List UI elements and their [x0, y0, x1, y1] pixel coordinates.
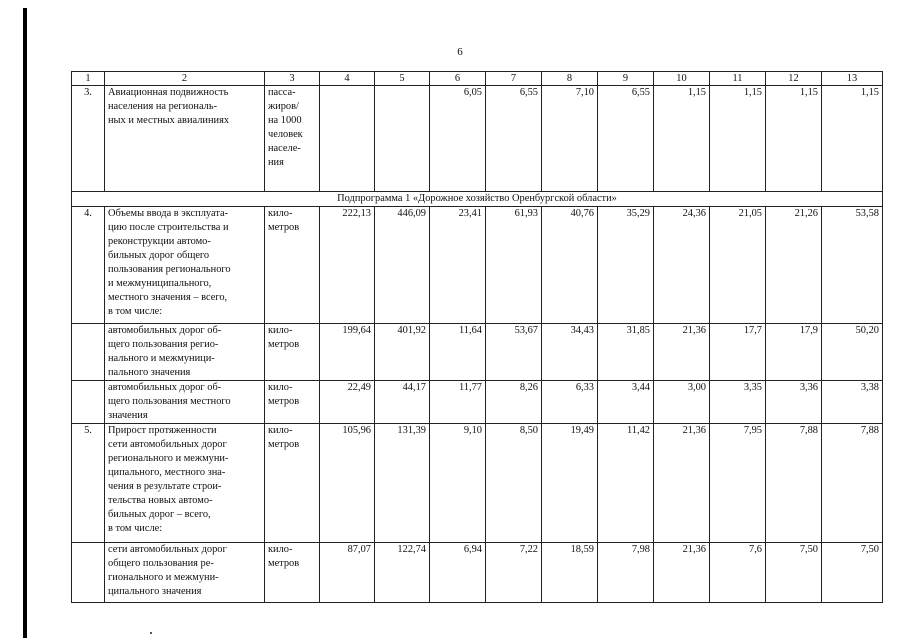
value-cell: 6,05 — [430, 86, 486, 192]
value-cell: 31,85 — [598, 324, 654, 381]
table-row — [72, 424, 883, 543]
value-cell: 50,20 — [822, 324, 883, 381]
cell-text-line: жиров/ — [268, 101, 299, 112]
cell-text-line: щего пользования местного — [108, 396, 231, 407]
row-index-cell — [72, 324, 105, 381]
unit-cell — [265, 86, 320, 192]
value-cell: 53,58 — [822, 207, 883, 324]
row-index-cell — [72, 381, 105, 424]
value-cell: 131,39 — [375, 424, 430, 543]
value-cell: 6,33 — [542, 381, 598, 424]
row-index-cell: 5. — [72, 424, 105, 543]
cell-text-line: пального значения — [108, 367, 191, 378]
value-cell: 11,42 — [598, 424, 654, 543]
subprogram-row — [72, 192, 883, 207]
value-cell: 17,7 — [710, 324, 766, 381]
cell-text-line: кило- — [268, 425, 293, 436]
value-cell: 21,36 — [654, 324, 710, 381]
value-cell: 9,10 — [430, 424, 486, 543]
cell-text-line: в том числе: — [108, 306, 163, 317]
value-cell: 7,10 — [542, 86, 598, 192]
cell-text-line: значения — [108, 410, 148, 421]
value-cell: 11,77 — [430, 381, 486, 424]
indicator-name-cell — [105, 424, 265, 543]
cell-text-line: бильных дорог общего — [108, 250, 210, 261]
indicator-name-cell — [105, 324, 265, 381]
cell-text-line: тельства новых автомо- — [108, 495, 213, 506]
cell-text-line: в том числе: — [108, 523, 163, 534]
unit-cell — [265, 543, 320, 603]
value-cell: 7,50 — [766, 543, 822, 603]
value-cell: 3,44 — [598, 381, 654, 424]
cell-text-line: Объемы ввода в эксплуата- — [108, 208, 229, 219]
value-cell: 7,88 — [822, 424, 883, 543]
value-cell — [375, 86, 430, 192]
cell-text-line: нального и межмуници- — [108, 353, 215, 364]
cell-text-line: общего пользования ре- — [108, 558, 214, 569]
cell-text-line: кило- — [268, 544, 293, 555]
value-cell: 1,15 — [822, 86, 883, 192]
column-number-cell: 2 — [105, 72, 265, 86]
value-cell: 3,38 — [822, 381, 883, 424]
cell-text-line: человек — [268, 129, 303, 140]
column-number-cell: 1 — [72, 72, 105, 86]
column-number-cell: 4 — [320, 72, 375, 86]
unit-cell — [265, 424, 320, 543]
column-number-cell: 6 — [430, 72, 486, 86]
cell-text-line: бильных дорог – всего, — [108, 509, 211, 520]
value-cell: 61,93 — [486, 207, 542, 324]
table-row — [72, 543, 883, 603]
value-cell: 87,07 — [320, 543, 375, 603]
cell-text-line: метров — [268, 396, 300, 407]
value-cell: 1,15 — [654, 86, 710, 192]
subprogram-title: Подпрограмма 1 «Дорожное хозяйство Оренбургской области» — [72, 192, 883, 207]
cell-text-line: кило- — [268, 325, 293, 336]
cell-text-line: ных и местных авиалиниях — [108, 115, 230, 126]
cell-text-line: метров — [268, 339, 300, 350]
column-number-cell: 13 — [822, 72, 883, 86]
column-number-cell: 7 — [486, 72, 542, 86]
cell-text-line: населения на региональ- — [108, 101, 218, 112]
row-index-cell — [72, 543, 105, 603]
cell-text-line: гионального и межмуни- — [108, 572, 219, 583]
column-number-cell: 12 — [766, 72, 822, 86]
value-cell: 6,94 — [430, 543, 486, 603]
value-cell: 24,36 — [654, 207, 710, 324]
cell-text-line: ципального, местного зна- — [108, 467, 226, 478]
cell-text-line: Прирост протяженности — [108, 425, 217, 436]
indicator-name-cell — [105, 543, 265, 603]
cell-text-line: метров — [268, 439, 300, 450]
cell-text-line: Авиационная подвижность — [108, 87, 229, 98]
cell-text-line: метров — [268, 222, 300, 233]
value-cell: 6,55 — [486, 86, 542, 192]
value-cell: 8,26 — [486, 381, 542, 424]
scan-speck — [150, 632, 152, 634]
value-cell: 1,15 — [766, 86, 822, 192]
value-cell: 401,92 — [375, 324, 430, 381]
cell-text-line: щего пользования регио- — [108, 339, 219, 350]
cell-text-line: кило- — [268, 208, 293, 219]
value-cell: 7,88 — [766, 424, 822, 543]
column-number-cell: 10 — [654, 72, 710, 86]
cell-text-line: на 1000 — [268, 115, 302, 126]
row-index-cell: 3. — [72, 86, 105, 192]
value-cell: 105,96 — [320, 424, 375, 543]
value-cell: 3,35 — [710, 381, 766, 424]
column-number-cell: 8 — [542, 72, 598, 86]
cell-text-line: реконструкции автомо- — [108, 236, 211, 247]
unit-cell — [265, 324, 320, 381]
indicators-table — [71, 71, 883, 603]
column-number-cell: 3 — [265, 72, 320, 86]
value-cell: 6,55 — [598, 86, 654, 192]
unit-cell — [265, 207, 320, 324]
value-cell: 34,43 — [542, 324, 598, 381]
indicator-name-cell — [105, 381, 265, 424]
value-cell: 7,22 — [486, 543, 542, 603]
cell-text-line: метров — [268, 558, 300, 569]
value-cell: 44,17 — [375, 381, 430, 424]
value-cell: 199,64 — [320, 324, 375, 381]
cell-text-line: цию после строительства и — [108, 222, 229, 233]
value-cell: 3,36 — [766, 381, 822, 424]
table-header-row — [72, 72, 883, 86]
value-cell: 7,50 — [822, 543, 883, 603]
table-row — [72, 86, 883, 192]
cell-text-line: населе- — [268, 143, 301, 154]
column-number-cell: 5 — [375, 72, 430, 86]
value-cell: 40,76 — [542, 207, 598, 324]
value-cell: 22,49 — [320, 381, 375, 424]
column-number-cell: 9 — [598, 72, 654, 86]
row-index-cell: 4. — [72, 207, 105, 324]
unit-cell — [265, 381, 320, 424]
value-cell: 35,29 — [598, 207, 654, 324]
value-cell — [320, 86, 375, 192]
value-cell: 23,41 — [430, 207, 486, 324]
value-cell: 222,13 — [320, 207, 375, 324]
indicator-name-cell — [105, 207, 265, 324]
cell-text-line: местного значения – всего, — [108, 292, 228, 303]
indicator-name-cell — [105, 86, 265, 192]
cell-text-line: кило- — [268, 382, 293, 393]
value-cell: 21,05 — [710, 207, 766, 324]
table-row — [72, 207, 883, 324]
value-cell: 11,64 — [430, 324, 486, 381]
cell-text-line: регионального и межмуни- — [108, 453, 229, 464]
page-number: 6 — [457, 46, 463, 58]
cell-text-line: сети автомобильных дорог — [108, 439, 227, 450]
value-cell: 53,67 — [486, 324, 542, 381]
cell-text-line: автомобильных дорог об- — [108, 325, 222, 336]
value-cell: 122,74 — [375, 543, 430, 603]
cell-text-line: чения в результате строи- — [108, 481, 222, 492]
value-cell: 17,9 — [766, 324, 822, 381]
table-row — [72, 381, 883, 424]
binding-margin-bar — [23, 8, 27, 638]
value-cell: 7,6 — [710, 543, 766, 603]
cell-text-line: сети автомобильных дорог — [108, 544, 227, 555]
cell-text-line: ципального значения — [108, 586, 202, 597]
value-cell: 7,98 — [598, 543, 654, 603]
cell-text-line: ния — [268, 157, 284, 168]
cell-text-line: автомобильных дорог об- — [108, 382, 222, 393]
value-cell: 1,15 — [710, 86, 766, 192]
value-cell: 19,49 — [542, 424, 598, 543]
value-cell: 7,95 — [710, 424, 766, 543]
cell-text-line: пасса- — [268, 87, 296, 98]
value-cell: 18,59 — [542, 543, 598, 603]
table-row — [72, 324, 883, 381]
value-cell: 446,09 — [375, 207, 430, 324]
value-cell: 8,50 — [486, 424, 542, 543]
cell-text-line: пользования регионального — [108, 264, 231, 275]
value-cell: 21,26 — [766, 207, 822, 324]
value-cell: 21,36 — [654, 543, 710, 603]
column-number-cell: 11 — [710, 72, 766, 86]
value-cell: 3,00 — [654, 381, 710, 424]
value-cell: 21,36 — [654, 424, 710, 543]
cell-text-line: и межмуниципального, — [108, 278, 212, 289]
